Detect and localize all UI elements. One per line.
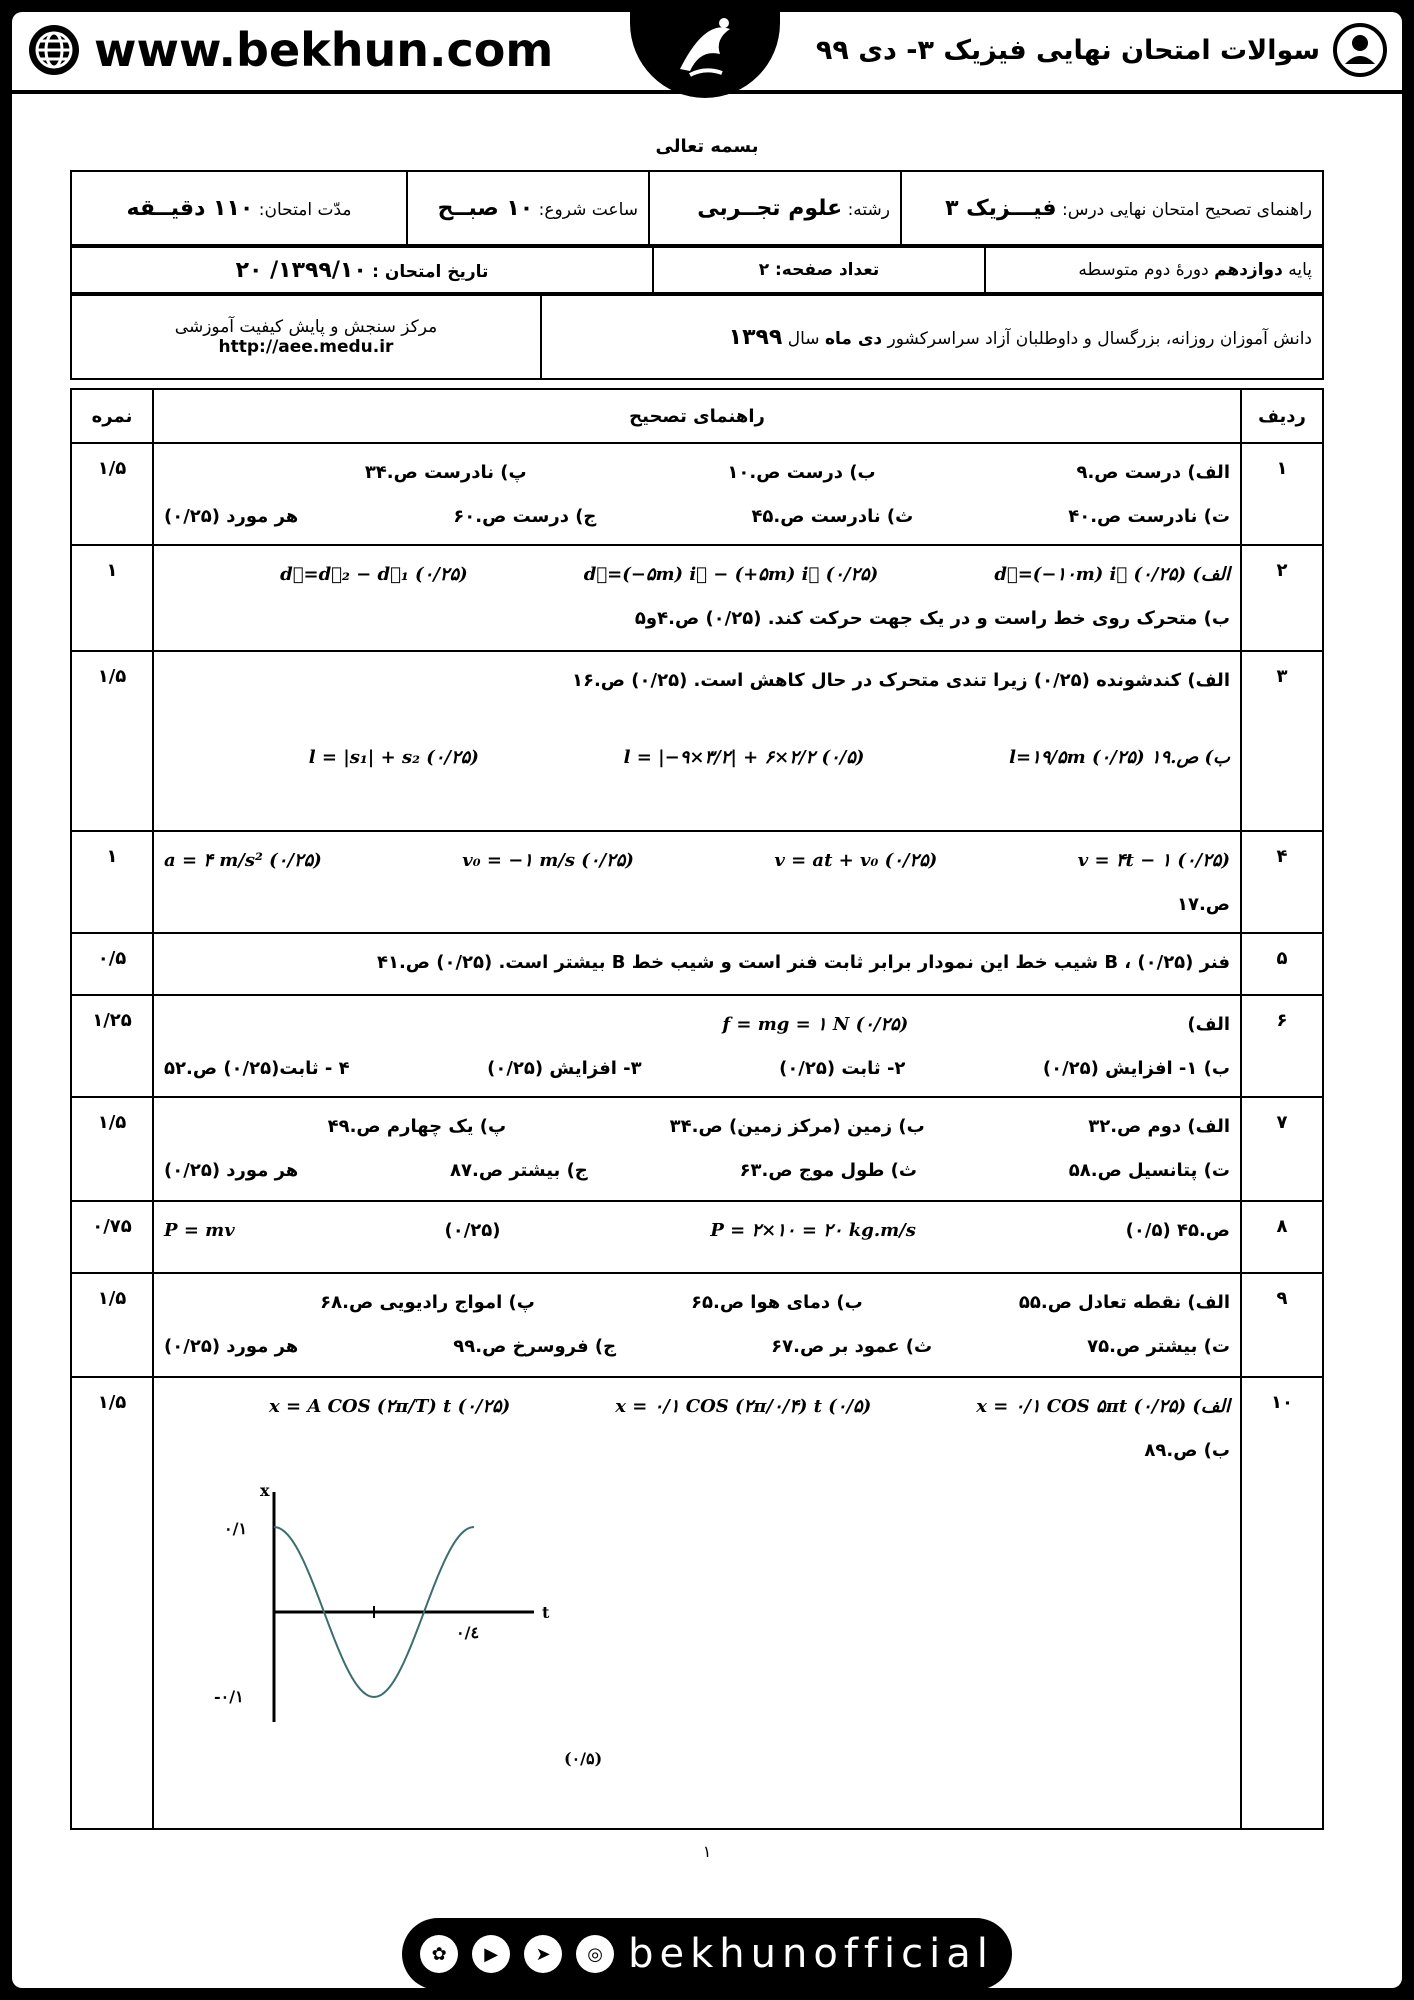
row-score: ۱ xyxy=(71,831,153,933)
answer-content xyxy=(153,1273,1241,1377)
answer-key-document xyxy=(12,94,1402,1904)
answer-item: ت) بیشتر ص.۷۵ xyxy=(1087,1335,1230,1357)
answer-item: (۰/۲۵) v = at + v₀ xyxy=(774,849,938,871)
answer-line xyxy=(164,450,1230,494)
answer-item: ت) نادرست ص.۴۰ xyxy=(1068,505,1230,527)
answer-item: پ) یک چهارم ص.۴۹ xyxy=(327,1115,507,1137)
answer-content xyxy=(153,1377,1241,1829)
answer-line xyxy=(164,940,1230,984)
answer-line xyxy=(164,1148,1230,1192)
answer-line xyxy=(164,1428,1230,1472)
row-number: ۸ xyxy=(1241,1201,1323,1273)
answer-content xyxy=(153,831,1241,933)
answer-row xyxy=(71,1097,1323,1201)
row-score: ۱/۵ xyxy=(71,1377,153,1829)
user-icon xyxy=(1332,22,1388,78)
row-number: ۶ xyxy=(1241,995,1323,1097)
answer-item: الف) کندشونده (۰/۲۵) زیرا تندی متحرک در حال کاهش است. (۰/۲۵) ص.۱۶ xyxy=(571,669,1230,691)
answer-item: ۳- افزایش (۰/۲۵) xyxy=(487,1057,642,1079)
site-link[interactable] xyxy=(26,22,553,78)
answer-line xyxy=(164,596,1230,640)
t-end-label: ۰/٤ xyxy=(456,1623,480,1642)
page-frame xyxy=(12,12,1402,1988)
answer-item: ب) دمای هوا ص.۶۵ xyxy=(691,1291,863,1313)
answer-item: (۰/۲۵) d⃗=(−۵m) i⃗ − (+۵m) i⃗ xyxy=(583,563,879,585)
answer-item: ب) درست ص.۱۰ xyxy=(727,461,876,483)
answer-item: ث) نادرست ص.۴۵ xyxy=(751,505,914,527)
answer-item: (۰/۵) l = |−۹×۳/۲| + ۶×۲/۲ xyxy=(623,746,865,768)
answer-row xyxy=(71,831,1323,933)
answer-content xyxy=(153,933,1241,995)
date-cell: تاریخ امتحان : ۱۳۹۹/۱۰/ ۲۰ xyxy=(71,247,653,293)
y-min-label: -۰/۱ xyxy=(214,1687,244,1706)
answer-item: ب) زمین (مرکز زمین) ص.۳۴ xyxy=(669,1115,925,1137)
y-max-label: ۰/۱ xyxy=(224,1519,248,1538)
answer-content xyxy=(153,1097,1241,1201)
answer-item: هر مورد (۰/۲۵) xyxy=(164,1159,299,1181)
row-number: ۳ xyxy=(1241,651,1323,831)
answer-row xyxy=(71,443,1323,545)
header-title xyxy=(816,22,1388,78)
row-score: ۱/۵ xyxy=(71,651,153,831)
answer-item: ث) طول موج ص.۶۳ xyxy=(739,1159,917,1181)
answer-line xyxy=(164,1104,1230,1148)
row-number: ۷ xyxy=(1241,1097,1323,1201)
answer-line xyxy=(164,1208,1230,1252)
answer-item: الف) (۰/۲۵) x = ۰/۱ COS ۵πt xyxy=(976,1395,1230,1417)
col-guide-header: راهنمای تصحیح xyxy=(153,389,1241,443)
answer-content xyxy=(153,545,1241,651)
row-number: ۵ xyxy=(1241,933,1323,995)
answer-item: (۰/۲۵) f = mg = ۱ N xyxy=(722,1013,909,1035)
answer-line xyxy=(164,658,1230,702)
answer-item: (۰/۲۵) a = ۴ m/s² xyxy=(164,849,322,871)
instagram-icon[interactable]: ◎ xyxy=(576,1935,614,1973)
answer-line xyxy=(164,1280,1230,1324)
answer-item: الف) درست ص.۹ xyxy=(1076,461,1230,483)
answer-item: ب) متحرک روی خط راست و در یک جهت حرکت کند. (۰/۲۵) ص.۴و۵ xyxy=(634,607,1230,629)
answers-table xyxy=(70,388,1324,1830)
answer-item: (۰/۲۵) l = |s₁| + s₂ xyxy=(308,746,479,768)
answer-content xyxy=(153,443,1241,545)
answer-item: ۲- ثابت (۰/۲۵) xyxy=(779,1057,906,1079)
answer-item: الف) دوم ص.۳۲ xyxy=(1088,1115,1230,1137)
answer-item: الف) xyxy=(1187,1013,1230,1035)
exam-title: سوالات امتحان نهایی فیزیک ۳- دی ۹۹ xyxy=(815,34,1320,66)
answer-item: ۴ - ثابت(۰/۲۵) ص.۵۲ xyxy=(164,1057,350,1079)
duration-cell: مدّت امتحان: ۱۱۰ دقیــقه xyxy=(71,171,407,245)
answer-item: الف) نقطه تعادل ص.۵۵ xyxy=(1018,1291,1230,1313)
globe-icon xyxy=(26,22,82,78)
answer-item: الف) (۰/۲۵) d⃗=(−۱۰m) i⃗ xyxy=(994,563,1230,585)
answer-content xyxy=(153,995,1241,1097)
row-number: ۲ xyxy=(1241,545,1323,651)
row-number: ۹ xyxy=(1241,1273,1323,1377)
answer-item: (۰/۲۵) v₀ = −۱ m/s xyxy=(462,849,634,871)
col-score-header: نمره xyxy=(71,389,153,443)
answer-item: (۰/۲۵) x = A COS (۲π/T) t xyxy=(269,1395,511,1417)
answer-row xyxy=(71,1377,1323,1829)
answer-item: ب) ص.۸۹ xyxy=(1144,1439,1230,1461)
students-cell: دانش آموزان روزانه، بزرگسال و داوطلبان آزاد سراسرکشور دی ماه سال ۱۳۹۹ xyxy=(541,295,1323,379)
pages-cell: تعداد صفحه: ۲ xyxy=(653,247,985,293)
row-number: ۴ xyxy=(1241,831,1323,933)
youtube-icon[interactable]: ▶ xyxy=(472,1935,510,1973)
answer-item: P = ۲×۱۰ = ۲۰ kg.m/s xyxy=(710,1219,916,1241)
answer-row xyxy=(71,545,1323,651)
page-number: ۱ xyxy=(702,1842,712,1861)
answer-item: ب) ص.۱۹ (۰/۲۵) l=۱۹/۵m xyxy=(1009,746,1230,768)
answer-item: هر مورد (۰/۲۵) xyxy=(164,1335,299,1357)
answer-item: ج) درست ص.۶۰ xyxy=(453,505,597,527)
answer-item: پ) نادرست ص.۳۴ xyxy=(364,461,527,483)
start-time-cell: ساعت شروع: ۱۰ صبــح xyxy=(407,171,649,245)
answer-line xyxy=(164,838,1230,882)
answer-item: ث) عمود بر ص.۶۷ xyxy=(771,1335,933,1357)
y-axis-label: x xyxy=(260,1482,270,1500)
exam-info-row-2 xyxy=(70,246,1324,294)
site-url: www.bekhun.com xyxy=(94,23,554,77)
answer-line xyxy=(164,494,1230,538)
social-handle: bekhunofficial xyxy=(628,1931,994,1977)
answer-item: ص.۱۷ xyxy=(1176,893,1230,915)
row-score: ۱/۵ xyxy=(71,1273,153,1377)
exam-info-table xyxy=(70,170,1324,246)
answer-item: (۰/۵) x = ۰/۱ COS (۲π/۰/۴) t xyxy=(615,1395,872,1417)
answer-item: فنر B ، (۰/۲۵) شیب خط این نمودار برابر ثابت فنر است و شیب خط B بیشتر است. (۰/۲۵) ص.۴۱ xyxy=(376,951,1230,973)
answer-row xyxy=(71,995,1323,1097)
answer-item: ت) پتانسیل ص.۵۸ xyxy=(1068,1159,1230,1181)
answer-item: (۰/۲۵) v = ۴t − ۱ xyxy=(1077,849,1230,871)
answer-content xyxy=(153,1201,1241,1273)
top-bar xyxy=(12,12,1402,94)
answer-row xyxy=(71,1273,1323,1377)
answer-item: ص.۴۵ (۰/۵) xyxy=(1125,1219,1230,1241)
exam-info-row-3 xyxy=(70,294,1324,380)
answer-line xyxy=(164,1002,1230,1046)
answer-item: ج) فروسرخ ص.۹۹ xyxy=(453,1335,617,1357)
col-row-header: ردیف xyxy=(1241,389,1323,443)
row-score: ۱/۵ xyxy=(71,443,153,545)
telegram-icon[interactable]: ➤ xyxy=(524,1935,562,1973)
bismillah: بسمه تعالی xyxy=(655,136,759,157)
graph-svg xyxy=(164,1482,1204,1782)
row-score: ۰/۷۵ xyxy=(71,1201,153,1273)
answer-content xyxy=(153,651,1241,831)
answer-line xyxy=(164,1384,1230,1428)
center-cell: مرکز سنجش و پایش کیفیت آموزشی http://aee.medu.ir xyxy=(71,295,541,379)
answer-item: ب) ۱- افزایش (۰/۲۵) xyxy=(1042,1057,1230,1079)
answer-item: ج) بیشتر ص.۸۷ xyxy=(450,1159,588,1181)
x-axis-label: t xyxy=(542,1603,550,1622)
row-number: ۱۰ xyxy=(1241,1377,1323,1829)
row-number: ۱ xyxy=(1241,443,1323,545)
answer-item: پ) امواج رادیویی ص.۶۸ xyxy=(320,1291,535,1313)
row-score: ۰/۵ xyxy=(71,933,153,995)
answer-line xyxy=(164,882,1230,926)
answer-line xyxy=(164,1324,1230,1368)
answer-item: P = mv xyxy=(164,1219,235,1241)
answer-row xyxy=(71,933,1323,995)
oscillation-graph xyxy=(164,1482,1230,1787)
graph-score: (۰/۵) xyxy=(564,1749,603,1768)
aparat-icon[interactable]: ✿ xyxy=(420,1935,458,1973)
course-cell: راهنمای تصحیح امتحان نهایی درس: فیـــزیک ۳ xyxy=(901,171,1323,245)
answer-item: (۰/۲۵) d⃗=d⃗₂ − d⃗₁ xyxy=(280,563,468,585)
answer-line xyxy=(164,1046,1230,1090)
grade-cell: پایه دوازدهم دورۀ دوم متوسطه xyxy=(985,247,1323,293)
row-score: ۱ xyxy=(71,545,153,651)
social-footer[interactable] xyxy=(402,1918,1012,1990)
brand-logo xyxy=(630,0,780,98)
row-score: ۱/۲۵ xyxy=(71,995,153,1097)
brand-logo-icon xyxy=(660,9,750,89)
answer-row xyxy=(71,1201,1323,1273)
answer-item: (۰/۲۵) xyxy=(444,1219,501,1241)
answer-row xyxy=(71,651,1323,831)
answer-item: هر مورد (۰/۲۵) xyxy=(164,505,299,527)
answer-line xyxy=(164,702,1230,812)
row-score: ۱/۵ xyxy=(71,1097,153,1201)
field-cell: رشته: علوم تجــربی xyxy=(649,171,901,245)
answer-line xyxy=(164,552,1230,596)
